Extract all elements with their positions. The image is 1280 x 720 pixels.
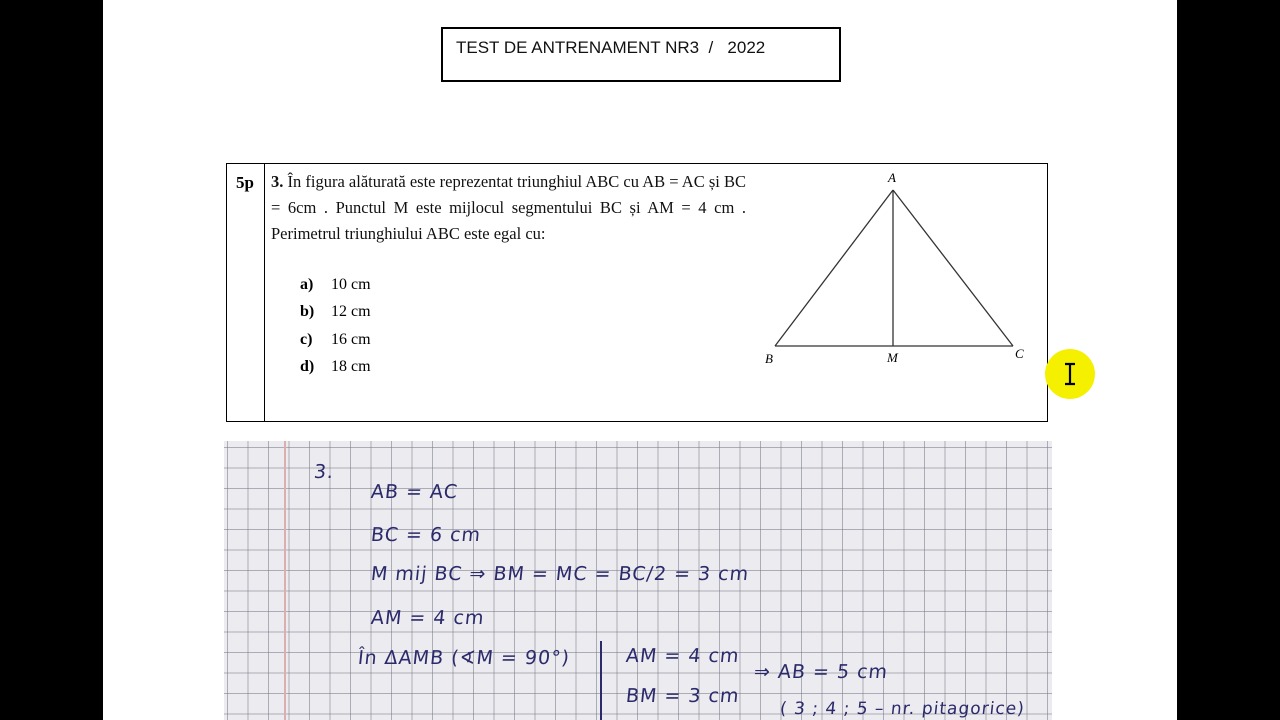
option-letter: b) bbox=[300, 303, 315, 321]
problem-table bbox=[226, 163, 1048, 422]
solution-line: AM = 4 cm bbox=[624, 645, 741, 667]
triangle-figure bbox=[747, 168, 1037, 368]
option-a bbox=[300, 276, 371, 303]
points-label: 5p bbox=[236, 173, 254, 192]
document-page bbox=[103, 0, 1177, 720]
solution-line: 3. bbox=[312, 461, 336, 483]
option-letter: d) bbox=[300, 357, 315, 375]
solution-line: AB = AC bbox=[369, 481, 460, 503]
brace-line bbox=[600, 641, 602, 720]
option-c bbox=[300, 331, 371, 358]
handwritten-solution bbox=[224, 441, 1052, 720]
solution-line: AM = 4 cm bbox=[369, 607, 486, 629]
option-letter: a) bbox=[300, 276, 314, 293]
test-title: TEST DE ANTRENAMENT NR3 / 2022 bbox=[441, 27, 841, 82]
option-text: 12 cm bbox=[331, 303, 371, 321]
margin-line bbox=[284, 441, 286, 720]
label-b: B bbox=[765, 351, 773, 366]
side-ac bbox=[893, 190, 1013, 346]
text-cursor-icon bbox=[1063, 362, 1077, 386]
label-a: A bbox=[888, 170, 896, 185]
option-text: 10 cm bbox=[331, 276, 371, 293]
solution-line: BC = 6 cm bbox=[369, 524, 483, 546]
problem-number: 3. bbox=[271, 172, 284, 191]
label-c: C bbox=[1015, 346, 1024, 361]
solution-line: În ΔAMB (∢M = 90°) bbox=[356, 647, 572, 669]
answer-options bbox=[300, 276, 371, 385]
solution-line: ⇒ AB = 5 cm bbox=[752, 661, 890, 683]
problem-statement bbox=[271, 169, 746, 247]
side-ab bbox=[775, 190, 893, 346]
cursor-highlight bbox=[1045, 349, 1095, 399]
option-b bbox=[300, 303, 371, 330]
solution-line: ( 3 ; 4 ; 5 – nr. pitagorice) bbox=[778, 699, 1026, 719]
option-d bbox=[300, 358, 371, 385]
solution-line: M mij BC ⇒ BM = MC = BC/2 = 3 cm bbox=[369, 563, 751, 585]
problem-text: În figura alăturată este reprezentat triunghiul ABC cu AB = AC și BC = 6cm . Punctul M este mijlocul segmentului BC și AM = 4 cm . Perimetrul triunghiului ABC este egal cu: bbox=[271, 172, 747, 243]
solution-line: BM = 3 cm bbox=[624, 685, 741, 707]
option-letter: c) bbox=[300, 330, 313, 348]
option-text: 16 cm bbox=[331, 330, 371, 348]
option-text: 18 cm bbox=[331, 357, 371, 375]
points-column bbox=[227, 164, 265, 421]
label-m: M bbox=[887, 350, 898, 365]
